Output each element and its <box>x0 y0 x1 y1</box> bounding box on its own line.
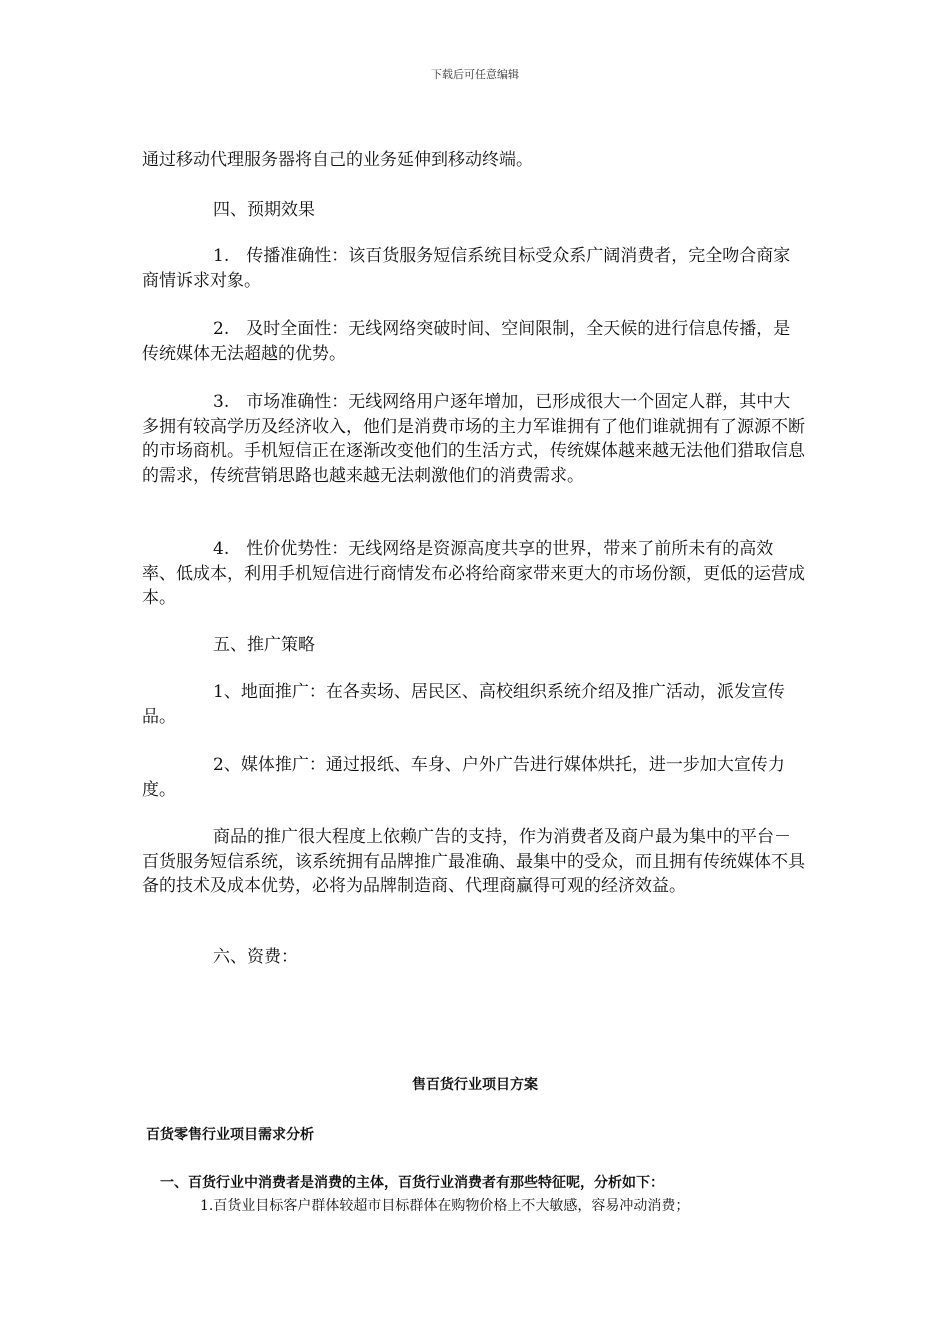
paragraph-continuation: 通过移动代理服务器将自己的业务延伸到移动终端。 <box>142 150 533 170</box>
section-heading-5: 五、推广策略 <box>213 635 315 655</box>
section2-subtitle: 百货零售行业项目需求分析 <box>146 1127 314 1143</box>
paragraph-item-2: 2. 及时全面性：无线网络突破时间、空间限制，全天候的进行信息传播，是传统媒体无法超越的优势。 <box>142 319 791 364</box>
paragraph-item-1: 1. 传播准确性：该百货服务短信系统目标受众系广阔消费者，完全吻合商家商情诉求对象。 <box>142 246 791 291</box>
paragraph-item-3: 3. 市场准确性：无线网络用户逐年增加，已形成很大一个固定人群，其中大多拥有较高学历及经济收入，他们是消费市场的主力军谁拥有了他们谁就拥有了源源不断的市场商机。手机短信正在逐渐改变他们的生活方式，传统媒体越来越无法他们猎取信息的需求，传统营销思路也越来越无法刺激他们的消费需求。 <box>142 392 805 486</box>
section2-title: 售百货行业项目方案 <box>412 1077 538 1093</box>
paragraph-media-promotion: 2、媒体推广：通过报纸、车身、户外广告进行媒体烘托，进一步加大宣传力度。 <box>142 755 785 800</box>
paragraph-ground-promotion: 1、地面推广：在各卖场、居民区、高校组织系统介绍及推广活动，派发宣传品。 <box>142 682 785 727</box>
paragraph-item-4: 4. 性价优势性：无线网络是资源高度共享的世界，带来了前所未有的高效率、低成本，利用手机短信进行商情发布必将给商家带来更大的市场份额，更低的运营成本。 <box>142 539 805 608</box>
section-heading-4: 四、预期效果 <box>213 200 315 220</box>
section2-list-item-1: 1.百货业目标客户群体较超市目标群体在购物价格上不大敏感，容易冲动消费； <box>200 1198 690 1214</box>
paragraph-promotion-summary: 商品的推广很大程度上依赖广告的支持，作为消费者及商户最为集中的平台－百货服务短信系统，该系统拥有品牌推广最准确、最集中的受众，而且拥有传统媒体不具备的技术及成本优势，必将为品牌制造商、代理商赢得可观的经济效益。 <box>142 827 805 896</box>
page-header: 下载后可任意编辑 <box>431 68 519 81</box>
section2-question-heading: 一、百货行业中消费者是消费的主体，百货行业消费者有那些特征呢，分析如下： <box>160 1175 664 1191</box>
section-heading-6: 六、资费： <box>213 947 298 967</box>
